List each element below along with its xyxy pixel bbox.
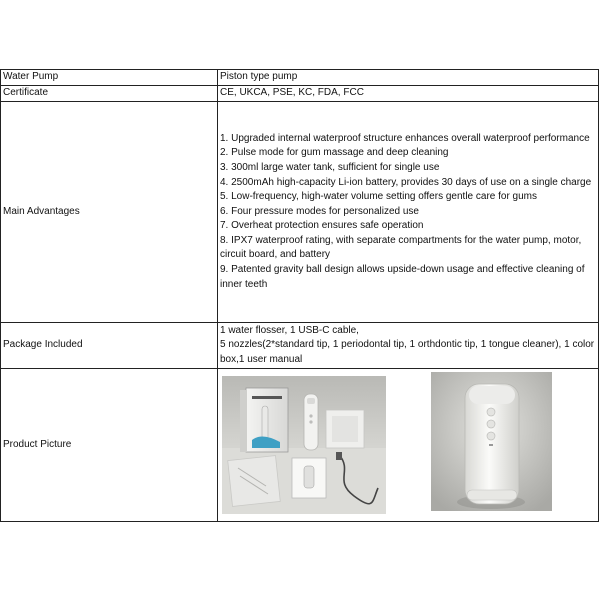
product-photo-device: [431, 372, 552, 511]
table-row: [1, 70, 599, 86]
table-row: [1, 323, 599, 369]
product-photo-package: [222, 376, 386, 514]
certificate-value: CE, UKCA, PSE, KC, FDA, FCC: [218, 86, 599, 102]
package-included-value: [218, 323, 599, 369]
product-picture-label: Product Picture: [1, 369, 218, 522]
list-item: 7. Overheat protection ensures safe operation: [220, 220, 424, 232]
package-line: 5 nozzles(2*standard tip, 1 periodontal tip, 1 orthdontic tip, 1 tongue cleaner), 1 color box,1 user manual: [220, 339, 595, 365]
table-row: [1, 102, 599, 323]
list-item: 8. IPX7 waterproof rating, with separate compartments for the water pump, motor, circuit board, and battery: [220, 234, 582, 261]
package-included-label: Package Included: [1, 323, 218, 369]
certificate-label: Certificate: [1, 86, 218, 102]
list-item: 1. Upgraded internal waterproof structure enhances overall waterproof performance: [220, 132, 590, 144]
water-pump-label: Water Pump: [1, 70, 218, 86]
main-advantages-value: [218, 102, 599, 323]
spec-table: [0, 69, 599, 522]
table-row: [1, 369, 599, 522]
list-item: 2. Pulse mode for gum massage and deep cleaning: [220, 147, 449, 159]
package-contents-image: [222, 376, 386, 514]
list-item: 4. 2500mAh high-capacity Li-ion battery, provides 30 days of use on a single charge: [220, 176, 592, 188]
list-item: 3. 300ml large water tank, sufficient for single use: [220, 161, 440, 173]
table-row: [1, 86, 599, 102]
list-item: 6. Four pressure modes for personalized use: [220, 205, 419, 217]
main-advantages-label: Main Advantages: [1, 102, 218, 323]
product-picture-cell: [218, 369, 599, 522]
water-pump-value: Piston type pump: [218, 70, 599, 86]
advantages-list: [220, 132, 596, 293]
list-item: 9. Patented gravity ball design allows upside-down usage and effective cleaning of inner teeth: [220, 264, 585, 290]
package-line: 1 water flosser, 1 USB-C cable,: [220, 324, 359, 336]
list-item: 5. Low-frequency, high-water volume setting offers gentle care for gums: [220, 191, 538, 203]
flosser-closeup-image: [431, 372, 552, 511]
